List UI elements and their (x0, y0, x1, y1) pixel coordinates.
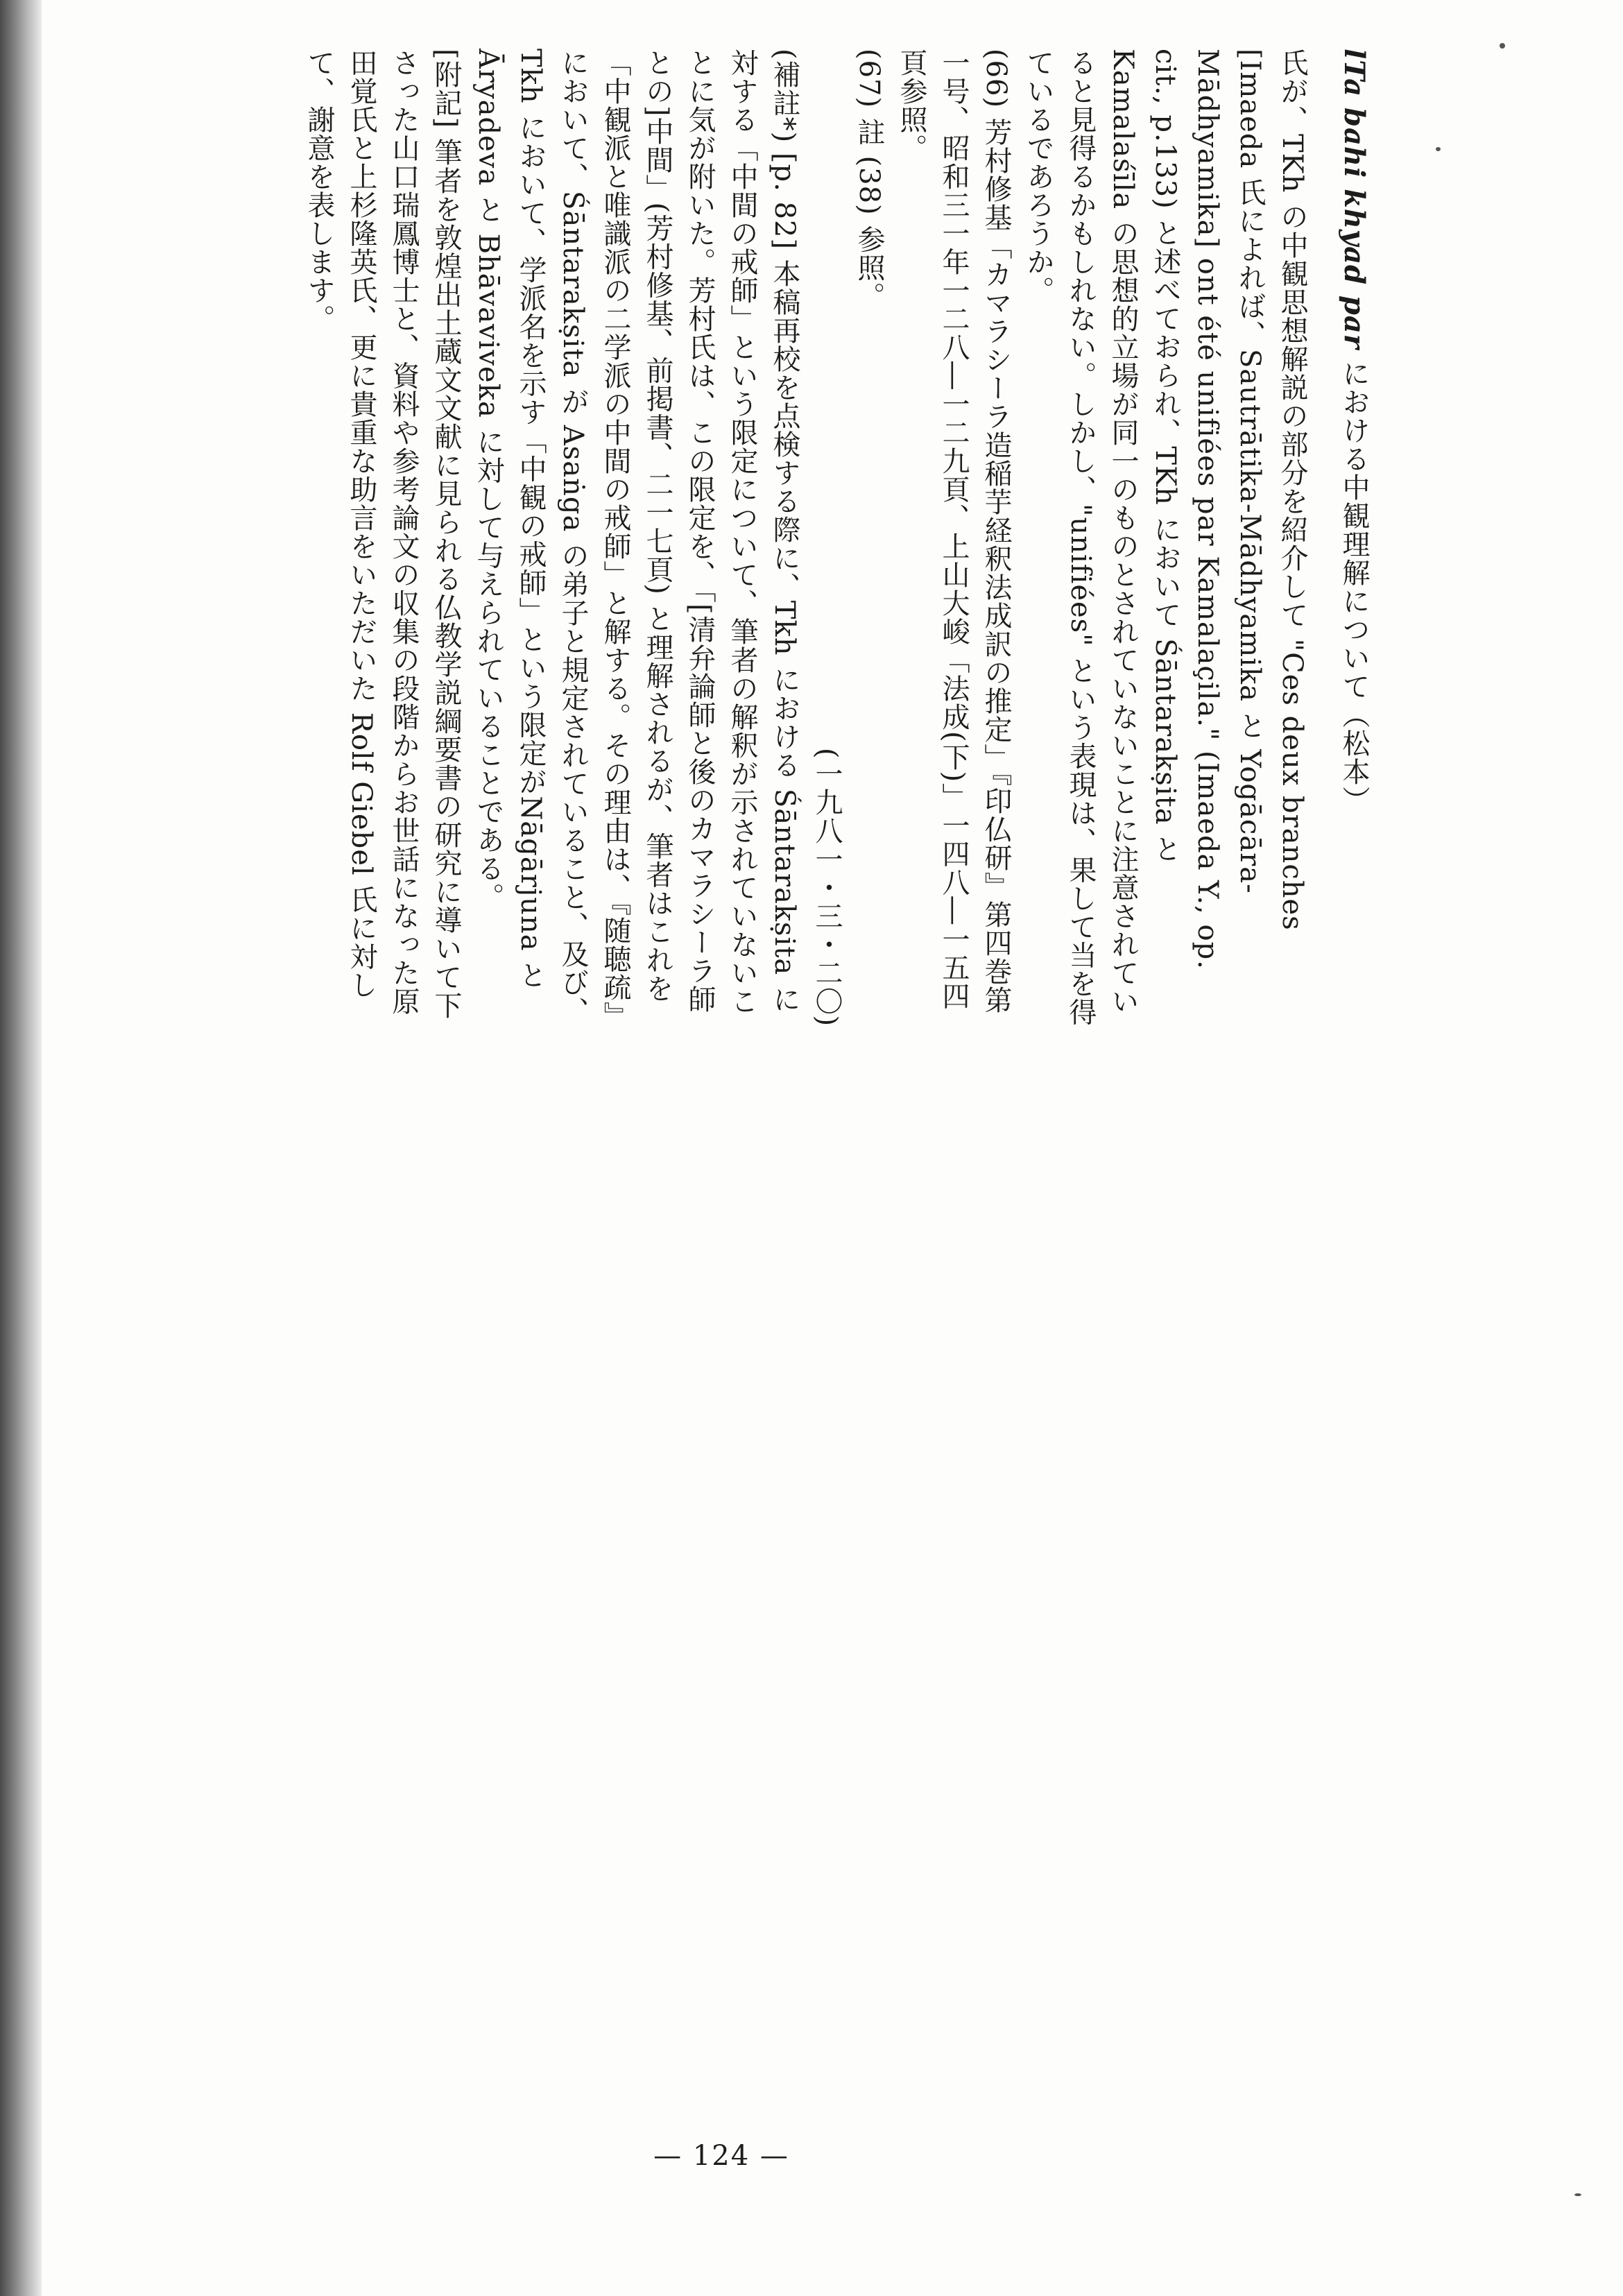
paragraph-continuation: 氏が、TKh の中観思想解説の部分を紹介して "Ces deux branches [Imaeda 氏によれば、Sautrātika-Mādhyamika と Yogācāra-Mādhyamika] ont été unifiées par Kamalaçila." (Imaeda Y., op. cit., p.133) と述べておられ、TKh において Śāntarakṣita と Kamalaśīla の思想的立場が同一のものとされていないことに注意されていると見得るかもしれない。しかし、"unifiées" という表現は、果して当を得ているであろうか。 (1022, 49, 1308, 1027)
supplementary-note: (補註*) [p. 82] 本稿再校を点検する際に、Tkh における Śāntarakṣita に対する「中間の戒師」という限定について、筆者の解釈が示されていないことに気が附いた。芳村氏は、この限定を、「[清弁論師と後のカマラシーラ師との]中間」(芳村修基、前掲書、二一七頁) と理解されるが、筆者はこれを「中観派と唯識派の二学派の中間の戒師」と解する。その理由は、『随聴疏』において、Śāntarakṣita が Asaṅga の弟子と規定されていること、及び、Tkh において、学派名を示す「中観の戒師」という限定がNāgārjuna と Āryadeva と Bhāvaviveka に対して与えられていることである。 (472, 49, 800, 1030)
date-line: (一九八一・三・二〇) (811, 747, 843, 1027)
note-66: (66) 芳村修基「カマラシーラ造稲芋経釈法成訳の推定」『印仏研』第四巻第一号、昭和三一年一二八―一二九頁、上山大峻「法成(下)」一四八―一五四頁参照。 (895, 49, 1012, 1014)
scan-speck (1574, 2193, 1581, 2196)
note-67: (67) 註 (38) 参照。 (853, 49, 885, 311)
scan-binding-shadow (0, 0, 42, 2296)
acknowledgement: [附記] 筆者を敦煌出土蔵文文献に見られる仏教学説綱要書の研究に導いて下さった山口瑞鳳博士と、資料や参考論文の収集の段階からお世話になった原田覚氏と上杉隆英氏、更に貴重な助言をいただいた Rolf Giebel 氏に対して、謝意を表します。 (303, 49, 462, 1020)
scan-speck (1436, 147, 1441, 151)
vertical-text-block (221, 49, 1375, 1034)
running-head-subtitle: における中観理解について（松本） (1338, 359, 1370, 814)
running-head (1332, 49, 1375, 1034)
running-head-tibetan-title: lTa bahi khyad par (1338, 49, 1371, 350)
page-number: — 124 — (653, 2140, 789, 2172)
scan-speck (1500, 43, 1505, 49)
